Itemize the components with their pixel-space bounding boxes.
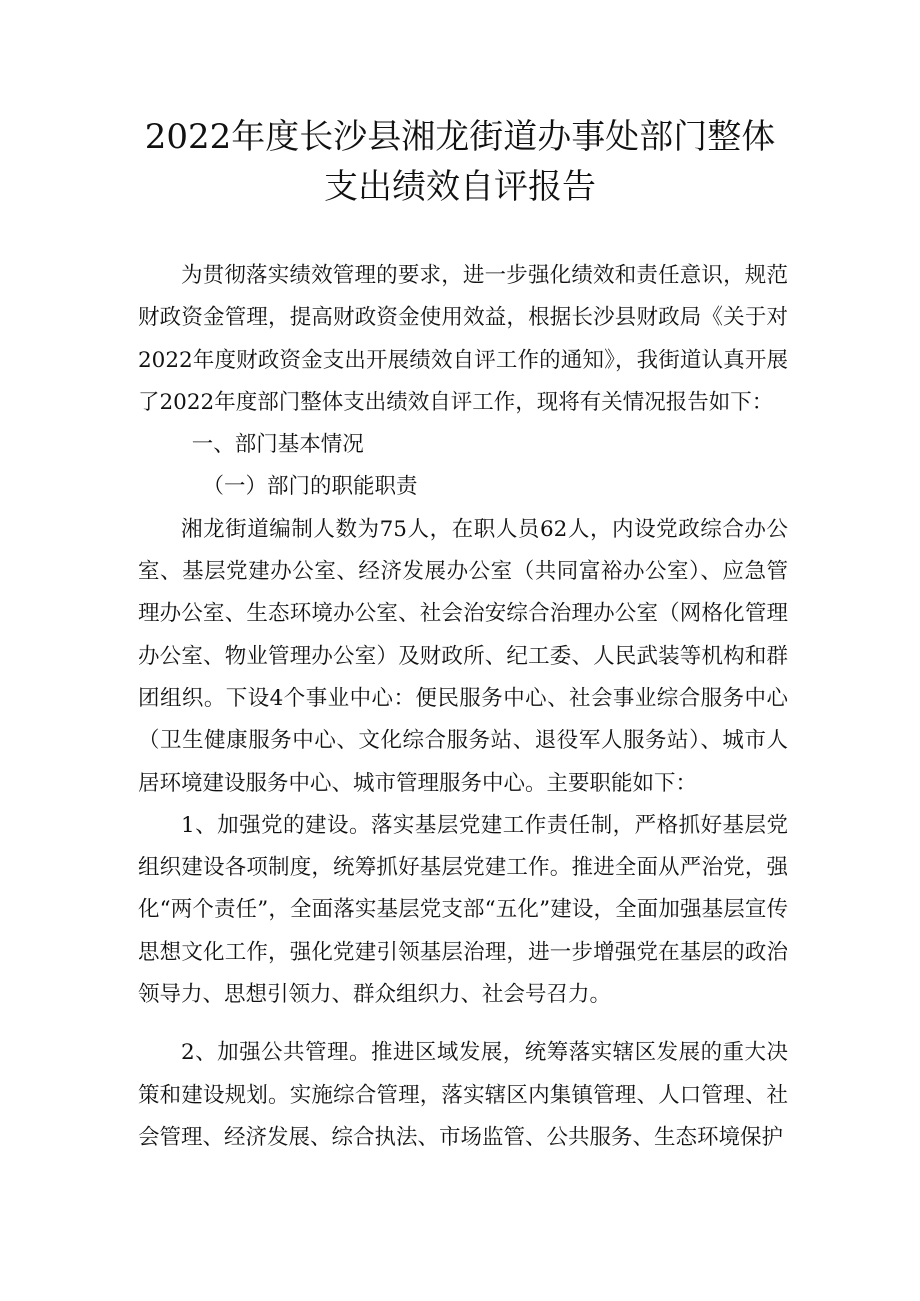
intro-paragraph: 为贯彻落实绩效管理的要求，进一步强化绩效和责任意识，规范财政资金管理，提高财政资金使用效益，根据长沙县财政局《关于对2022年度财政资金支出开展绩效自评工作的通知》，我街道认真开展了2022年度部门整体支出绩效自评工作，现将有关情况报告如下： xyxy=(138,263,788,415)
staffing-paragraph: 湘龙街道编制人数为75人，在职人员62人，内设党政综合办公室、基层党建办公室、经济发展办公室（共同富裕办公室）、应急管理办公室、生态环境办公室、社会治安综合治理办公室（网格化管理办公室、物业管理办公室）及财政所、纪工委、人民武装等机构和群团组织。下设4个事业中心：便民服务中心、社会事业综合服务中心（卫生健康服务中心、文化综合服务站、退役军人服务站）、城市人居环境建设服务中心、城市管理服务中心。主要职能如下： xyxy=(138,516,788,796)
document-body xyxy=(138,255,788,1159)
function-paragraph-2: 2、加强公共管理。推进区域发展，统筹落实辖区发展的重大决策和建设规划。实施综合管理，落实辖区内集镇管理、人口管理、社会管理、经济发展、综合执法、市场监管、公共服务、生态环境保护 xyxy=(138,1040,788,1150)
function-paragraph-1: 1、加强党的建设。落实基层党建工作责任制，严格抓好基层党组织建设各项制度，统筹抓好基层党建工作。推进全面从严治党，强化“两个责任”，全面落实基层党支部“五化”建设，全面加强基层宣传思想文化工作，强化党建引领基层治理，进一步增强党在基层的政治领导力、思想引领力、群众组织力、社会号召力。 xyxy=(138,812,788,1008)
subsection-heading-1: （一）部门的职能职责 xyxy=(202,474,418,500)
document-title-line-2: 支出绩效自评报告 xyxy=(324,167,596,207)
document-title-line-1: 2022年度长沙县湘龙街道办事处部门整体 xyxy=(144,117,776,157)
section-heading-1: 一、部门基本情况 xyxy=(191,432,364,458)
